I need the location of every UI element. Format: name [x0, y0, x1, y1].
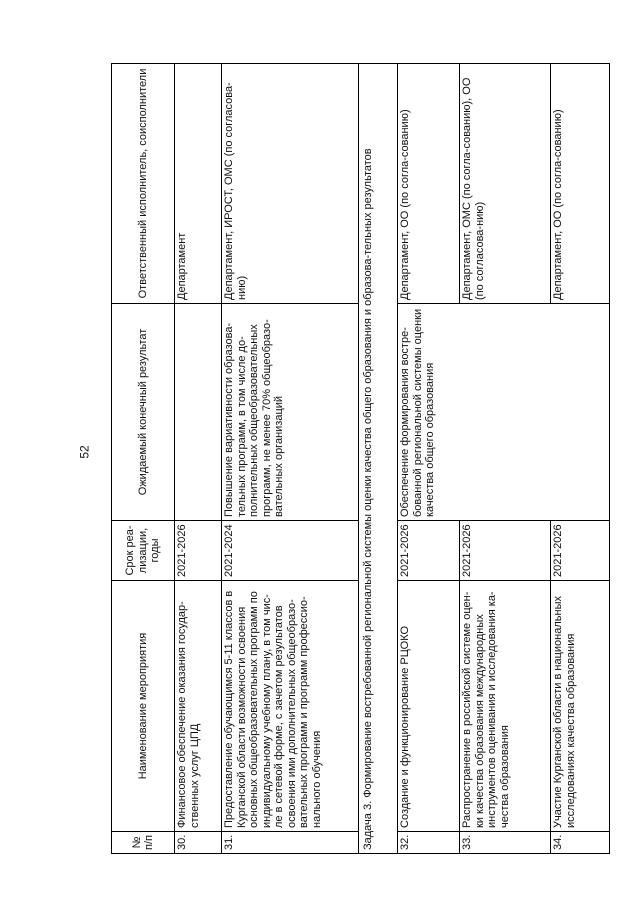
activities-table	[111, 63, 610, 854]
row-number: 33.	[460, 832, 551, 854]
row-term: 2021-2026	[398, 521, 460, 581]
row-responsible: Департамент	[175, 64, 222, 304]
header-responsible: Ответственный исполнитель, соисполнители	[112, 64, 175, 304]
header-result: Ожидаемый конечный результат	[112, 304, 175, 521]
header-term: Срок реа-лизации, годы	[112, 521, 175, 581]
row-name: Создание и функционирование РЦОКО	[398, 581, 460, 832]
table-row	[222, 64, 359, 854]
table-row	[398, 64, 460, 854]
row-responsible: Департамент, ИРОСТ, ОМС (по согласова-нию)	[222, 64, 359, 304]
task-row	[359, 64, 398, 854]
row-term: 2021-2026	[175, 521, 222, 581]
row-result	[175, 304, 222, 521]
row-term: 2021-2026	[460, 521, 551, 581]
task-heading: Задача 3. Формирование востребованной региональной системы оценки качества общего образования и образова-тельных результатов	[359, 64, 398, 854]
row-name: Участие Курганской области в национальных исследованиях качества образования	[551, 581, 610, 832]
row-name: Финансовое обеспечение оказания государ-ственных услуг ЦПД	[175, 581, 222, 832]
row-name: Предоставление обучающимся 5-11 классов в Курганской области возможности освоения основных общеобразовательных программ по индивидуальному учебному плану, в том чис-ле в сетевой форме, с зачетом результатов освоения ими дополнительных общеобразо-вательных программ и программ профессио-нального обучения	[222, 581, 359, 832]
row-number: 34.	[551, 832, 610, 854]
row-result: Повышение вариативности образова-тельных программ, в том числе до-полнительных общеобразовательных программ, не менее 70% общеобразо-вательных организаций	[222, 304, 359, 521]
row-number: 30.	[175, 832, 222, 854]
row-responsible: Департамент, ОМС (по согла-сованию), ОО (по согласова-нию)	[460, 64, 551, 304]
rotated-table-container	[111, 64, 609, 854]
row-responsible: Департамент, ОО (по согла-сованию)	[398, 64, 460, 304]
row-number: 31.	[222, 832, 359, 854]
page-number: 52	[77, 445, 92, 459]
row-term: 2021-2026	[551, 521, 610, 581]
row-number: 32.	[398, 832, 460, 854]
table-row	[175, 64, 222, 854]
row-name: Распространение в российской системе оцен-ки качества образования международных инструментов оценивания и исследования ка-чества образования	[460, 581, 551, 832]
header-name: Наименование мероприятия	[112, 581, 175, 832]
header-num: № п/п	[112, 832, 175, 854]
row-term: 2021-2024	[222, 521, 359, 581]
row-responsible: Департамент, ОО (по согла-сованию)	[551, 64, 610, 304]
row-result: Обеспечение формирования востре-бованной региональной системы оценки качества общего образования	[398, 304, 610, 521]
header-row	[112, 64, 175, 854]
